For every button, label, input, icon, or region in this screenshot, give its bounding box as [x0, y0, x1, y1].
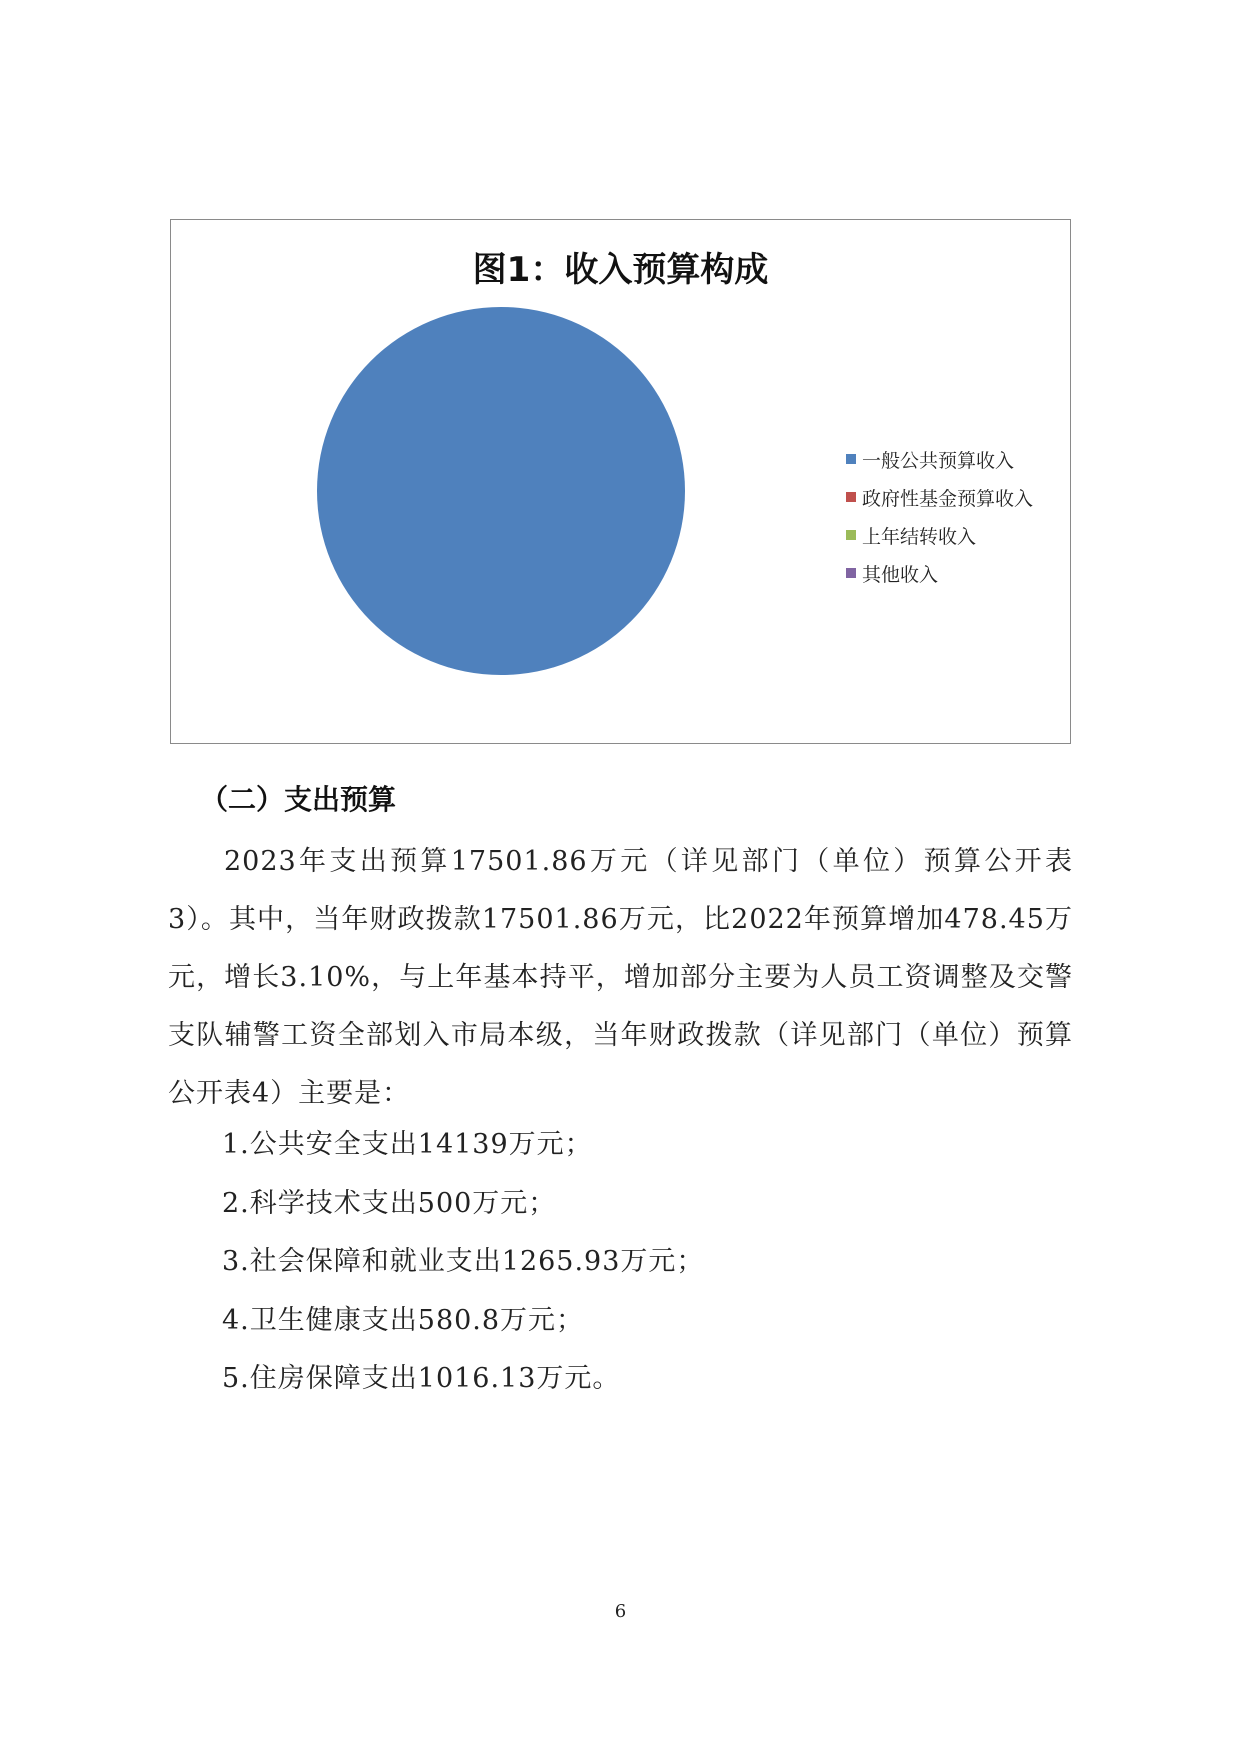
legend-item: [846, 478, 1033, 516]
legend-label: 政府性基金预算收入: [862, 487, 1034, 510]
legend-item: [846, 516, 1033, 554]
section-heading: （二）支出预算: [200, 783, 397, 816]
chart-title: 图1：收入预算构成: [472, 250, 769, 290]
legend-label: 一般公共预算收入: [862, 449, 1015, 472]
pie-slice: [317, 307, 685, 675]
legend-swatch: [846, 568, 856, 578]
legend-swatch: [846, 530, 856, 540]
expenditure-list: [222, 1116, 704, 1409]
legend-label: 其他收入: [862, 563, 939, 586]
legend-label: 上年结转收入: [862, 525, 977, 548]
legend-swatch: [846, 454, 856, 464]
legend-swatch: [846, 492, 856, 502]
page-number: 6: [614, 1601, 627, 1622]
legend-item: [846, 440, 1033, 478]
list-item: 1.公共安全支出14139万元；: [222, 1129, 593, 1160]
chart-legend: [846, 440, 1033, 592]
revenue-pie-chart: [170, 219, 1071, 744]
list-item: 4.卫生健康支出580.8万元；: [222, 1304, 585, 1336]
body-paragraph: 2023年支出预算17501.86万元（详见部门（单位）预算公开表3）。其中，当年财政拨款17501.86万元，比2022年预算增加478.45万元，增长3.10%，与上年基本持平，增加部分主要为人员工资调整及交警支队辅警工资全部划入市局本级，当年财政拨款（详见部门（单位）预算公开表4）主要是：: [168, 846, 1073, 1109]
list-item: 3.社会保障和就业支出1265.93万元；: [222, 1246, 705, 1277]
legend-item: [846, 554, 1033, 592]
list-item: 5.住房保障支出1016.13万元。: [222, 1363, 621, 1394]
pie-slices: [317, 307, 685, 675]
list-item: 2.科学技术支出500万元；: [222, 1187, 557, 1219]
